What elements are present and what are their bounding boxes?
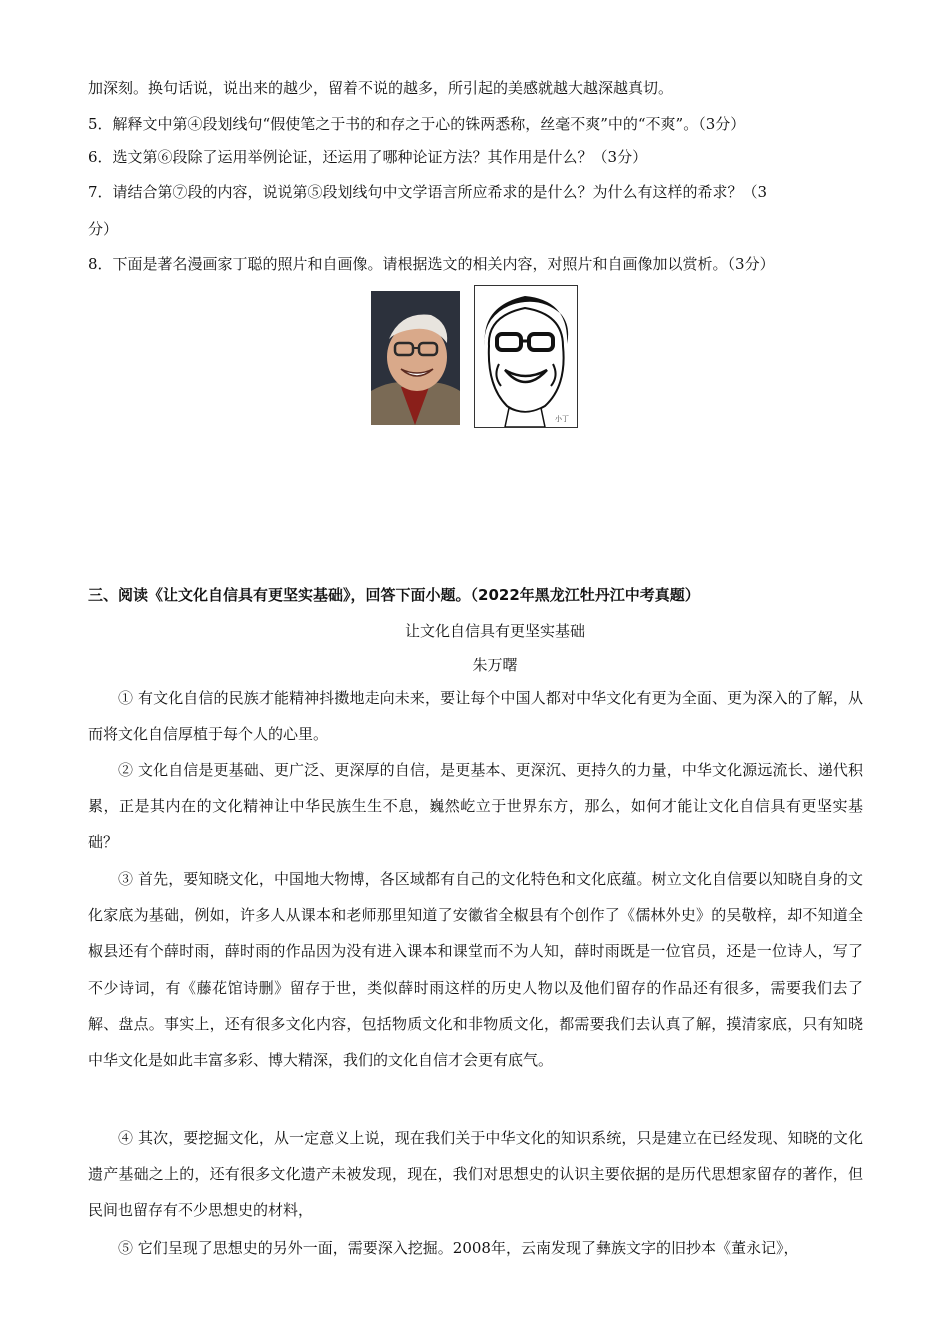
question-6: 6．选文第⑥段除了运用举例论证，还运用了哪种论证方法？其作用是什么？（3分） — [88, 148, 648, 166]
question-7: 7．请结合第⑦段的内容，说说第⑤段划线句中文学语言所应希求的是什么？为什么有这样的希求？（3 — [88, 183, 768, 201]
question-7-continued: 分） — [88, 220, 119, 238]
article-author: 朱万曙 — [472, 656, 518, 674]
cartoon-signature: 小丁 — [555, 415, 569, 423]
question-8: 8．下面是著名漫画家丁聪的照片和自画像。请根据选文的相关内容，对照片和自画像加以赏析。（3分） — [88, 255, 775, 273]
section-3-heading: 三、阅读《让文化自信具有更坚实基础》，回答下面小题。（2022年黑龙江牡丹江中考真题） — [88, 586, 700, 604]
paragraph-4: ④ 其次，要挖掘文化，从一定意义上说，现在我们关于中华文化的知识系统，只是建立在已经发现、知晓的文化遗产基础之上的，还有很多文化遗产未被发现，现在，我们对思想史的认识主要依据的是历代思想家留存的著作，但民间也留存有不少思想史的材料， — [88, 1129, 863, 1220]
paragraph-1: ① 有文化自信的民族才能精神抖擞地走向未来，要让每个中国人都对中华文化有更为全面、更为深入的了解，从而将文化自信厚植于每个人的心里。 — [88, 689, 863, 744]
ding-cong-photo — [371, 291, 460, 425]
paragraph-2: ② 文化自信是更基础、更广泛、更深厚的自信，是更基本、更深沉、更持久的力量，中华文化源远流长、递代积累，正是其内在的文化精神让中华民族生生不息，巍然屹立于世界东方，那么，如何才能让文化自信具有更坚实基础？ — [88, 761, 863, 852]
continued-text: 加深刻。换句话说，说出来的越少，留着不说的越多，所引起的美感就越大越深越真切。 — [88, 79, 674, 97]
article-title: 让文化自信具有更坚实基础 — [404, 622, 585, 640]
question-5: 5．解释文中第④段划线句“假使笔之于书的和存之于心的铢两悉称，丝毫不爽”中的“不爽”。（3分） — [88, 115, 746, 133]
paragraph-3: ③ 首先，要知晓文化，中国地大物博，各区域都有自己的文化特色和文化底蕴。树立文化自信要以知晓自身的文化家底为基础，例如，许多人从课本和老师那里知道了安徽省全椒县有个创作了《儒林外史》的吴敬梓，却不知道全椒县还有个薛时雨，薛时雨的作品因为没有进入课本和课堂而不为人知，薛时雨既是一位官员，还是一位诗人，写了不少诗词，有《藤花馆诗删》留存于世，类似薛时雨这样的历史人物以及他们留存的作品还有很多，需要我们去了解、盘点。事实上，还有很多文化内容，包括物质文化和非物质文化，都需要我们去认真了解，摸清家底，只有知晓中华文化是如此丰富多彩、博大精深，我们的文化自信才会更有底气。 — [88, 870, 863, 1070]
ding-cong-self-portrait — [474, 285, 578, 428]
paragraph-5: ⑤ 它们呈现了思想史的另外一面，需要深入挖掘。2008年，云南发现了彝族文字的旧抄本《董永记》， — [118, 1239, 799, 1257]
